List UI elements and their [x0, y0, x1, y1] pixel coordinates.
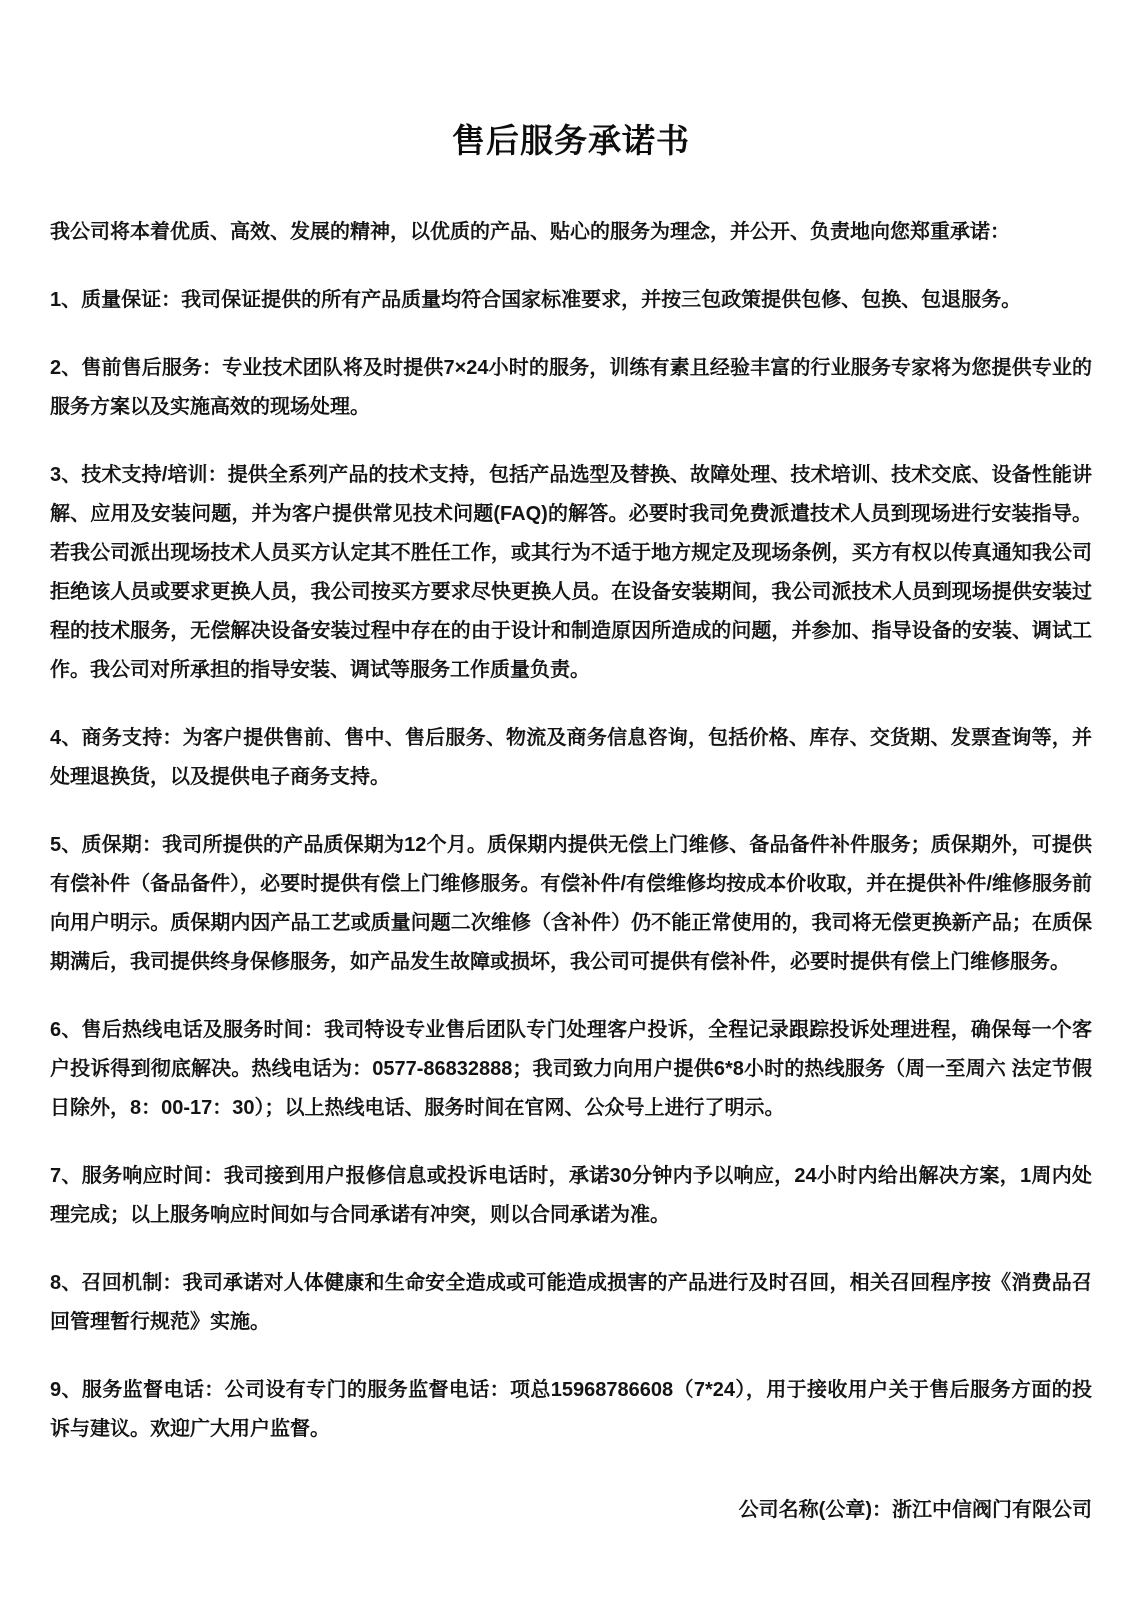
intro-paragraph: 我公司将本着优质、高效、发展的精神，以优质的产品、贴心的服务为理念，并公开、负责地向您郑重承诺：: [50, 221, 1010, 244]
document-title: 售后服务承诺书: [452, 122, 690, 159]
commitment-item-8-recall-mechanism: 8、召回机制：我司承诺对人体健康和生命安全造成或可能造成损害的产品进行及时召回，相关召回程序按《消费品召回管理暂行规范》实施。: [50, 1272, 1092, 1334]
commitment-item-3-technical-support-training: 3、技术支持/培训：提供全系列产品的技术支持，包括产品选型及替换、故障处理、技术培训、技术交底、设备性能讲解、应用及安装问题，并为客户提供常见技术问题(FAQ)的解答。必要时我司免费派遣技术人员到现场进行安装指导。若我公司派出现场技术人员买方认定其不胜任工作，或其行为不适于地方规定及现场条例，买方有权以传真通知我公司拒绝该人员或要求更换人员，我公司按买方要求尽快更换人员。在设备安装期间，我公司派技术人员到现场提供安装过程的技术服务，无偿解决设备安装过程中存在的由于设计和制造原因所造成的问题，并参加、指导设备的安装、调试工作。我公司对所承担的指导安装、调试等服务工作质量负责。: [50, 464, 1092, 682]
commitment-item-6-hotline-service-hours: 6、售后热线电话及服务时间：我司特设专业售后团队专门处理客户投诉，全程记录跟踪投诉处理进程，确保每一个客户投诉得到彻底解决。热线电话为：0577-86832888；我司致力向用户提供6*8小时的热线服务（周一至周六 法定节假日除外，8：00-17：30）；以上热线电话、服务时间在官网、公众号上进行了明示。: [50, 1019, 1092, 1120]
commitment-item-4-business-support: 4、商务支持：为客户提供售前、售中、售后服务、物流及商务信息咨询，包括价格、库存、交货期、发票查询等，并处理退换货，以及提供电子商务支持。: [50, 727, 1092, 789]
company-signature: 公司名称(公章)：浙江中信阀门有限公司: [738, 1499, 1092, 1522]
commitment-item-7-response-time: 7、服务响应时间：我司接到用户报修信息或投诉电话时，承诺30分钟内予以响应，24小时内给出解决方案，1周内处理完成；以上服务响应时间如与合同承诺有冲突，则以合同承诺为准。: [50, 1165, 1092, 1227]
commitment-item-1-quality-guarantee: 1、质量保证：我司保证提供的所有产品质量均符合国家标准要求，并按三包政策提供包修、包换、包退服务。: [50, 289, 1022, 312]
commitment-item-9-supervision-phone: 9、服务监督电话：公司设有专门的服务监督电话：项总15968786608（7*24），用于接收用户关于售后服务方面的投诉与建议。欢迎广大用户监督。: [50, 1379, 1092, 1441]
commitment-item-2-pre-after-sales-service: 2、售前售后服务：专业技术团队将及时提供7×24小时的服务，训练有素且经验丰富的行业服务专家将为您提供专业的服务方案以及实施高效的现场处理。: [50, 357, 1092, 419]
commitment-item-5-warranty-period: 5、质保期：我司所提供的产品质保期为12个月。质保期内提供无偿上门维修、备品备件补件服务；质保期外，可提供有偿补件（备品备件），必要时提供有偿上门维修服务。有偿补件/有偿维修均按成本价收取，并在提供补件/维修服务前向用户明示。质保期内因产品工艺或质量问题二次维修（含补件）仍不能正常使用的，我司将无偿更换新产品；在质保期满后，我司提供终身保修服务，如产品发生故障或损坏，我公司可提供有偿补件，必要时提供有偿上门维修服务。: [50, 834, 1092, 974]
